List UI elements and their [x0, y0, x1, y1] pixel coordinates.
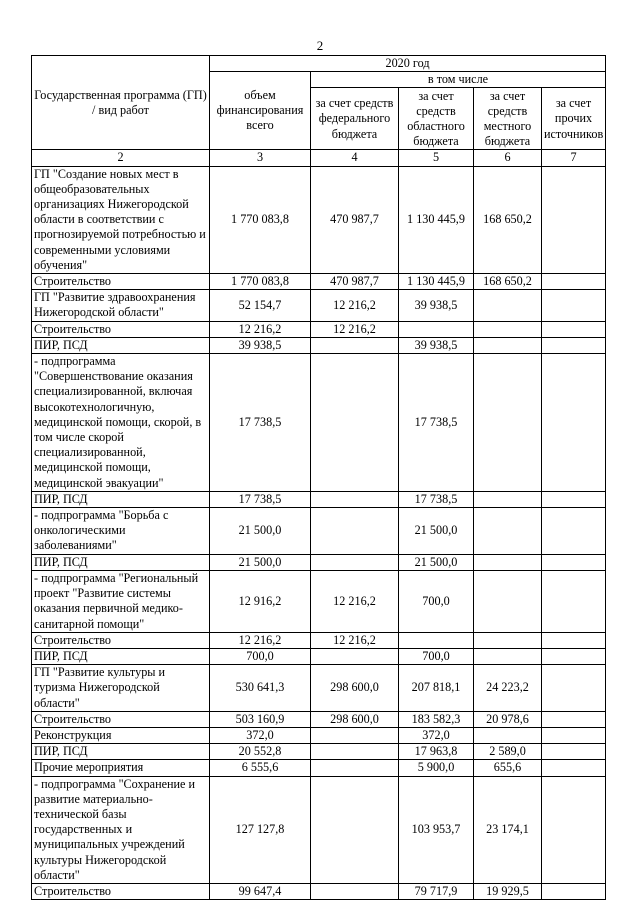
row-other-cell — [542, 290, 606, 321]
row-total-cell: 1 770 083,8 — [210, 166, 311, 273]
row-local-cell — [474, 508, 542, 555]
row-name-cell: ГП "Развитие здравоохранения Нижегородской области" — [32, 290, 210, 321]
row-total-cell: 21 500,0 — [210, 554, 311, 570]
row-federal-cell — [311, 727, 399, 743]
row-federal-cell — [311, 491, 399, 507]
header-other: за счет прочих источников — [542, 88, 606, 150]
row-total-cell: 12 216,2 — [210, 632, 311, 648]
row-local-cell — [474, 321, 542, 337]
header-federal: за счет средств федерального бюджета — [311, 88, 399, 150]
row-total-cell: 503 160,9 — [210, 711, 311, 727]
row-regional-cell: 5 900,0 — [399, 760, 474, 776]
row-other-cell — [542, 711, 606, 727]
row-total-cell: 372,0 — [210, 727, 311, 743]
row-other-cell — [542, 727, 606, 743]
row-federal-cell: 12 216,2 — [311, 290, 399, 321]
row-federal-cell — [311, 648, 399, 664]
table-row — [32, 727, 606, 743]
row-other-cell — [542, 354, 606, 492]
row-local-cell — [474, 570, 542, 632]
table-row — [32, 883, 606, 899]
header-year: 2020 год — [210, 56, 606, 72]
row-name-cell: ПИР, ПСД — [32, 648, 210, 664]
row-federal-cell: 470 987,7 — [311, 166, 399, 273]
row-local-cell: 19 929,5 — [474, 883, 542, 899]
row-other-cell — [542, 337, 606, 353]
row-local-cell — [474, 554, 542, 570]
row-federal-cell: 298 600,0 — [311, 665, 399, 712]
budget-table — [31, 55, 606, 900]
row-total-cell: 99 647,4 — [210, 883, 311, 899]
row-regional-cell: 17 963,8 — [399, 744, 474, 760]
row-other-cell — [542, 760, 606, 776]
row-name-cell: Строительство — [32, 883, 210, 899]
row-other-cell — [542, 648, 606, 664]
table-row — [32, 337, 606, 353]
row-name-cell: - подпрограмма "Борьба с онкологическими заболеваниями" — [32, 508, 210, 555]
column-number: 7 — [542, 150, 606, 166]
row-local-cell — [474, 337, 542, 353]
table-row — [32, 354, 606, 492]
row-federal-cell — [311, 354, 399, 492]
row-total-cell: 6 555,6 — [210, 760, 311, 776]
row-name-cell: - подпрограмма "Совершенствование оказания специализированной, включая высокотехнологичную, медицинской помощи, скорой, в том числе скорой специализированной, медицинской помощи, медицинской эвакуации" — [32, 354, 210, 492]
row-local-cell — [474, 648, 542, 664]
column-number: 3 — [210, 150, 311, 166]
row-federal-cell — [311, 744, 399, 760]
row-federal-cell: 470 987,7 — [311, 274, 399, 290]
row-federal-cell — [311, 508, 399, 555]
row-other-cell — [542, 665, 606, 712]
table-row — [32, 508, 606, 555]
table-row — [32, 665, 606, 712]
row-name-cell: Строительство — [32, 274, 210, 290]
column-number: 2 — [32, 150, 210, 166]
row-local-cell — [474, 727, 542, 743]
row-total-cell: 39 938,5 — [210, 337, 311, 353]
row-other-cell — [542, 508, 606, 555]
row-local-cell: 23 174,1 — [474, 776, 542, 883]
row-federal-cell — [311, 554, 399, 570]
row-local-cell: 20 978,6 — [474, 711, 542, 727]
row-other-cell — [542, 883, 606, 899]
header-including: в том числе — [311, 72, 606, 88]
row-regional-cell: 700,0 — [399, 648, 474, 664]
table-row — [32, 711, 606, 727]
row-name-cell: ГП "Создание новых мест в общеобразовательных организациях Нижегородской области в соответствии с прогнозируемой потребностью и современными условиями обучения" — [32, 166, 210, 273]
row-total-cell: 17 738,5 — [210, 491, 311, 507]
row-federal-cell: 298 600,0 — [311, 711, 399, 727]
row-other-cell — [542, 554, 606, 570]
row-total-cell: 12 916,2 — [210, 570, 311, 632]
table-row — [32, 491, 606, 507]
row-regional-cell: 372,0 — [399, 727, 474, 743]
row-local-cell: 168 650,2 — [474, 166, 542, 273]
row-name-cell: Прочие мероприятия — [32, 760, 210, 776]
row-total-cell: 20 552,8 — [210, 744, 311, 760]
row-regional-cell: 700,0 — [399, 570, 474, 632]
row-federal-cell — [311, 760, 399, 776]
row-name-cell: ГП "Развитие культуры и туризма Нижегородской области" — [32, 665, 210, 712]
row-other-cell — [542, 274, 606, 290]
row-regional-cell: 39 938,5 — [399, 290, 474, 321]
table-row — [32, 554, 606, 570]
row-local-cell: 24 223,2 — [474, 665, 542, 712]
row-name-cell: - подпрограмма "Сохранение и развитие материально-технической базы государственных и муниципальных учреждений культуры Нижегородской области" — [32, 776, 210, 883]
row-federal-cell: 12 216,2 — [311, 632, 399, 648]
row-federal-cell: 12 216,2 — [311, 321, 399, 337]
row-name-cell: ПИР, ПСД — [32, 491, 210, 507]
row-other-cell — [542, 632, 606, 648]
row-local-cell — [474, 290, 542, 321]
page-number: 2 — [316, 38, 324, 53]
row-name-cell: Строительство — [32, 711, 210, 727]
row-federal-cell — [311, 883, 399, 899]
row-name-cell: Реконструкция — [32, 727, 210, 743]
row-other-cell — [542, 570, 606, 632]
row-total-cell: 1 770 083,8 — [210, 274, 311, 290]
row-regional-cell: 79 717,9 — [399, 883, 474, 899]
row-regional-cell: 103 953,7 — [399, 776, 474, 883]
row-regional-cell: 1 130 445,9 — [399, 274, 474, 290]
row-name-cell: ПИР, ПСД — [32, 337, 210, 353]
row-other-cell — [542, 491, 606, 507]
header-local: за счет средств местного бюджета — [474, 88, 542, 150]
row-other-cell — [542, 744, 606, 760]
row-other-cell — [542, 776, 606, 883]
table-body — [32, 166, 606, 900]
row-local-cell — [474, 632, 542, 648]
row-regional-cell: 17 738,5 — [399, 491, 474, 507]
row-local-cell — [474, 491, 542, 507]
table-row — [32, 166, 606, 273]
row-federal-cell: 12 216,2 — [311, 570, 399, 632]
table-row — [32, 632, 606, 648]
table-row — [32, 290, 606, 321]
row-name-cell: ПИР, ПСД — [32, 554, 210, 570]
header-program: Государственная программа (ГП) / вид работ — [32, 56, 210, 150]
table-row — [32, 744, 606, 760]
row-local-cell: 655,6 — [474, 760, 542, 776]
table-row — [32, 274, 606, 290]
row-regional-cell: 1 130 445,9 — [399, 166, 474, 273]
row-other-cell — [542, 321, 606, 337]
table-row — [32, 570, 606, 632]
row-regional-cell: 21 500,0 — [399, 508, 474, 555]
table-row — [32, 760, 606, 776]
row-name-cell: ПИР, ПСД — [32, 744, 210, 760]
column-number: 5 — [399, 150, 474, 166]
table-row — [32, 321, 606, 337]
table-row — [32, 648, 606, 664]
row-other-cell — [542, 166, 606, 273]
header-total: объем финансирования всего — [210, 72, 311, 150]
row-regional-cell: 183 582,3 — [399, 711, 474, 727]
row-federal-cell — [311, 776, 399, 883]
row-total-cell: 52 154,7 — [210, 290, 311, 321]
column-number: 6 — [474, 150, 542, 166]
row-regional-cell — [399, 632, 474, 648]
table-row — [32, 776, 606, 883]
row-federal-cell — [311, 337, 399, 353]
header-regional: за счет средств областного бюджета — [399, 88, 474, 150]
row-total-cell: 21 500,0 — [210, 508, 311, 555]
row-name-cell: Строительство — [32, 632, 210, 648]
row-local-cell: 168 650,2 — [474, 274, 542, 290]
column-number: 4 — [311, 150, 399, 166]
row-regional-cell: 17 738,5 — [399, 354, 474, 492]
row-local-cell: 2 589,0 — [474, 744, 542, 760]
row-regional-cell — [399, 321, 474, 337]
row-total-cell: 17 738,5 — [210, 354, 311, 492]
row-regional-cell: 39 938,5 — [399, 337, 474, 353]
row-total-cell: 127 127,8 — [210, 776, 311, 883]
row-regional-cell: 207 818,1 — [399, 665, 474, 712]
row-total-cell: 530 641,3 — [210, 665, 311, 712]
row-regional-cell: 21 500,0 — [399, 554, 474, 570]
row-local-cell — [474, 354, 542, 492]
row-name-cell: - подпрограмма "Региональный проект "Развитие системы оказания первичной медико-санитарной помощи" — [32, 570, 210, 632]
row-total-cell: 12 216,2 — [210, 321, 311, 337]
row-name-cell: Строительство — [32, 321, 210, 337]
row-total-cell: 700,0 — [210, 648, 311, 664]
